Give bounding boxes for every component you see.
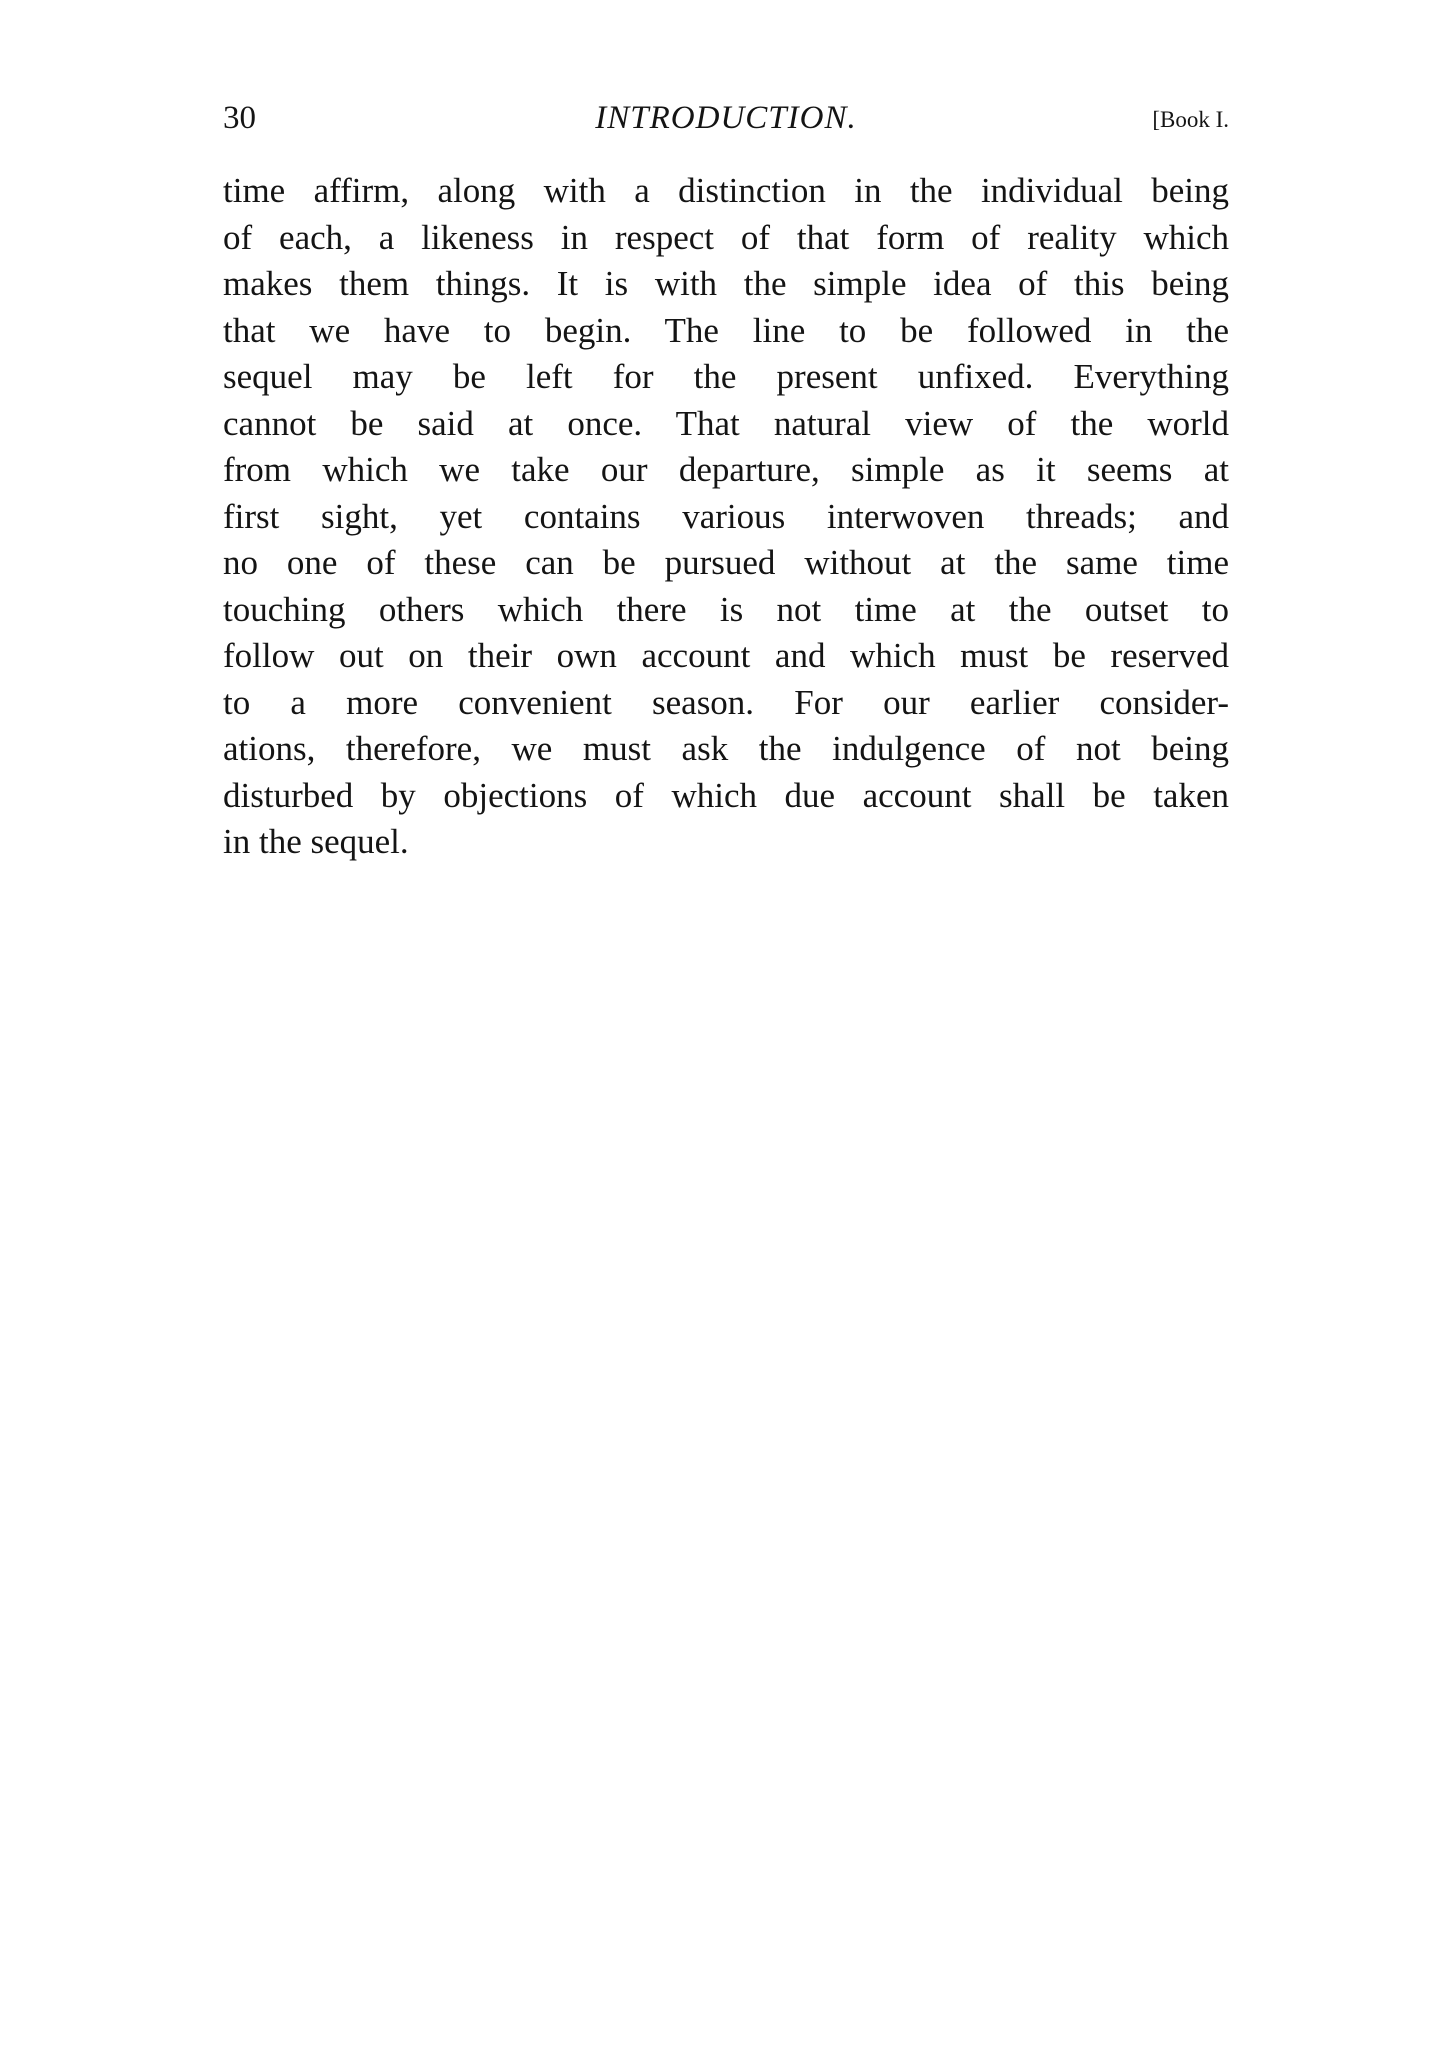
page-header xyxy=(223,96,1229,140)
text-line: no one of these can be pursued without at the same time xyxy=(223,543,1229,582)
text-line: disturbed by objections of which due account shall be taken xyxy=(223,775,1229,815)
text-line: to a more convenient season. For our earlier consider- xyxy=(223,682,1229,722)
text-line: from which we take our departure, simple as it seems at xyxy=(223,450,1229,489)
page-number: 30 xyxy=(223,100,256,136)
text-line: makes them things. It is with the simple idea of this being xyxy=(223,264,1229,303)
text-line: sequel may be left for the present unfixed. Everything xyxy=(223,357,1229,396)
book-reference: [Book I. xyxy=(1152,107,1229,132)
running-head: INTRODUCTION. xyxy=(595,100,857,136)
text-line: touching others which there is not time at the outset to xyxy=(223,589,1229,629)
text-line: time affirm, along with a distinction in the individual being xyxy=(223,171,1229,210)
text-line: that we have to begin. The line to be followed in the xyxy=(223,310,1229,350)
text-line: ations, therefore, we must ask the indulgence of not being xyxy=(223,729,1229,768)
text-line: of each, a likeness in respect of that form of reality which xyxy=(223,217,1229,257)
text-line: first sight, yet contains various interwoven threads; and xyxy=(223,496,1229,536)
body-paragraph xyxy=(223,168,1229,866)
text-line: follow out on their own account and which must be reserved xyxy=(223,636,1229,675)
text-line: in the sequel. xyxy=(223,822,409,861)
text-line: cannot be said at once. That natural view of the world xyxy=(223,403,1229,443)
